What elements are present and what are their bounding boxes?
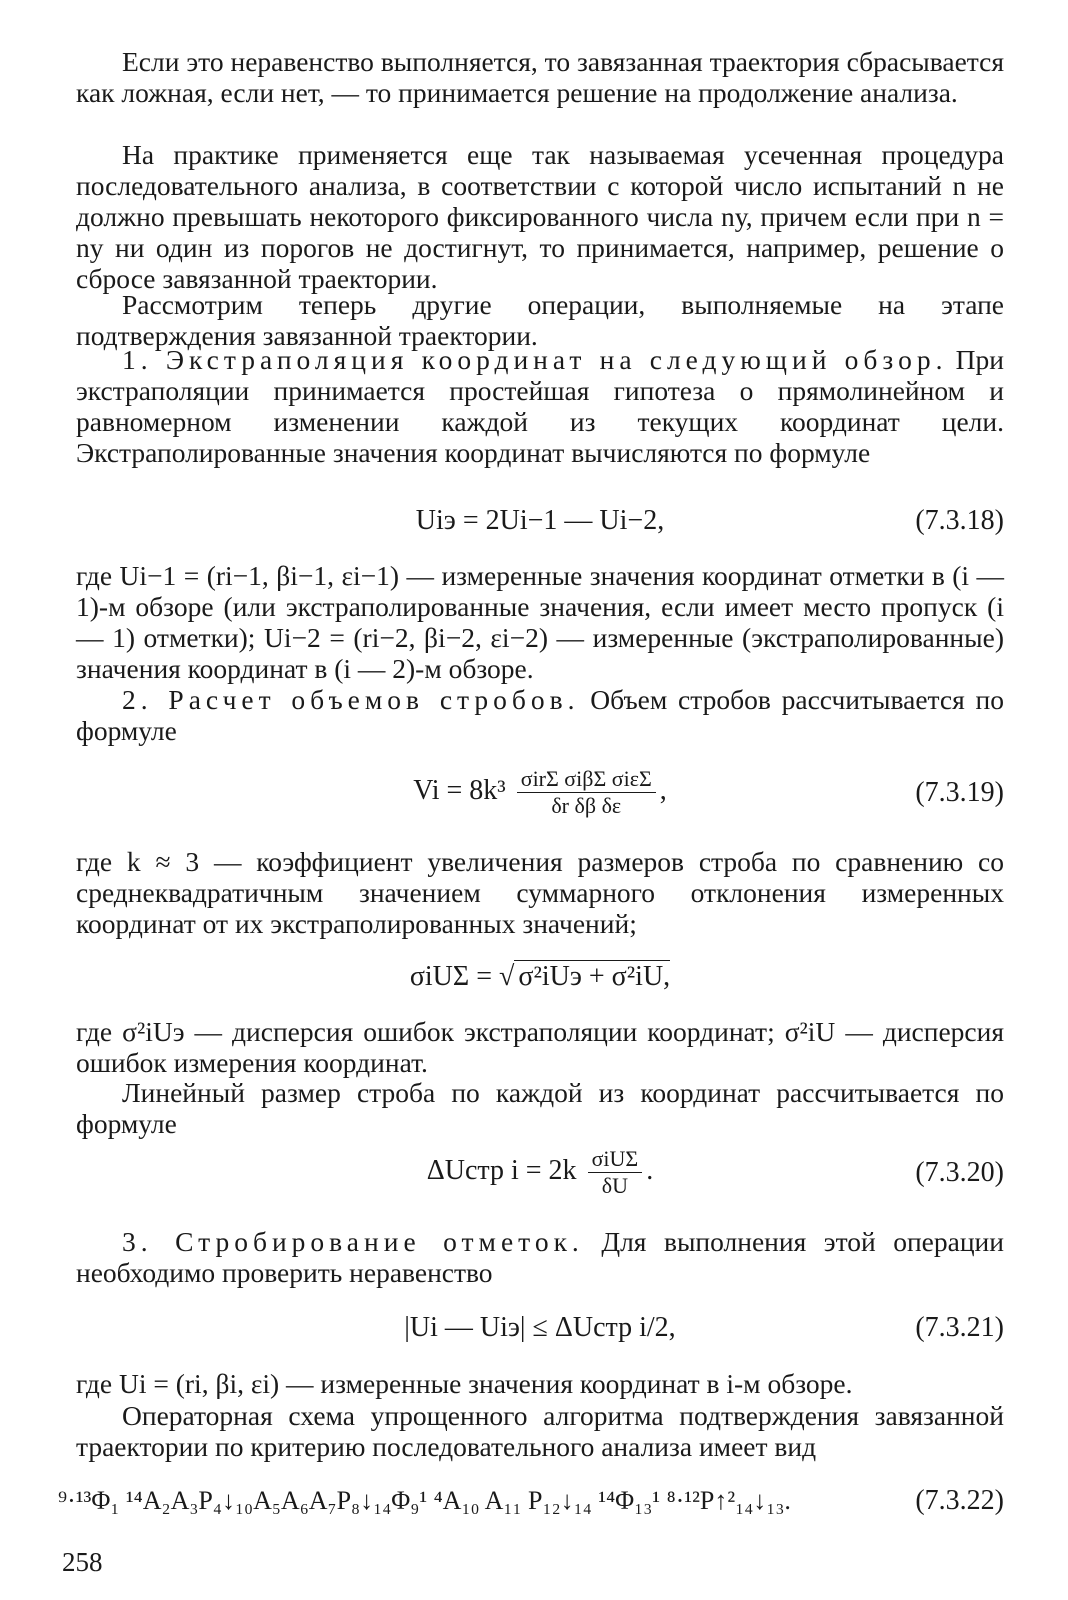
equation-7-3-19-denominator: δr δβ δε — [551, 793, 622, 818]
equation-7-3-19-tail: , — [659, 774, 667, 806]
equation-7-3-20-denominator: δU — [601, 1173, 629, 1198]
equation-7-3-19 — [76, 760, 1004, 826]
equation-7-3-19-numerator: σirΣ σiβΣ σiεΣ — [517, 766, 656, 793]
section-heading-extrapolation: 1. Экстраполяция координат на следующий обзор. — [122, 344, 948, 375]
paragraph-12: Операторная схема упрощенного алгоритма подтверждения завязанной траектории по критерию последовательного анализа имеет вид — [76, 1400, 1004, 1462]
paragraph-4-text: При экстраполяции принимается простейшая гипотеза о прямолинейном и равномерном изменении каждой из текущих координат цели. Экстраполированные значения координат вычисляются по формуле — [76, 344, 1004, 468]
paragraph-4 — [76, 344, 1004, 468]
equation-7-3-18-rhs: = 2Ui−1 — Ui−2, — [462, 505, 665, 536]
equation-sigma-radicand: σ²iUэ + σ²iU, — [514, 960, 670, 992]
paragraph-7: где k ≈ 3 — коэффициент увеличения размеров строба по сравнению со среднеквадратичным значением суммарного отклонения измеренных координат от их экстраполированных значений; — [76, 846, 1004, 939]
paragraph-9: Линейный размер строба по каждой из координат рассчитывается по формуле — [76, 1077, 1004, 1139]
section-heading-strobing: 3. Стробирование отметок. — [122, 1226, 584, 1257]
equation-7-3-20-tail: . — [646, 1154, 654, 1186]
paragraph-3: Рассмотрим теперь другие операции, выполняемые на этапе подтверждения завязанной траектории. — [76, 289, 1004, 351]
equation-7-3-22-expression: ⁹·¹³Φ₁ ¹⁴A₂A₃P₄↓₁₀A₅A₆A₇P₈↓₁₄Φ₉¹ ⁴A₁₀ A₁₁ P₁₂↓₁₄ ¹⁴Φ₁₃¹ ⁸·¹²P↑²₁₄↓₁₃. — [58, 1486, 791, 1515]
equation-number-7-3-20: (7.3.20) — [915, 1157, 1004, 1188]
equation-7-3-18-lhs: Uiэ — [415, 505, 456, 536]
paragraph-1: Если это неравенство выполняется, то завязанная траектория сбрасывается как ложная, если нет, — то принимается решение на продолжение анализа. — [76, 46, 1004, 108]
paragraph-5: где Ui−1 = (ri−1, βi−1, εi−1) — измеренные значения координат отметки в (i — 1)-м обзоре (или экстраполированные значения, если имеет место пропуск (i — 1) отметки); Ui−2 = (ri−2, βi−2, εi−2) — измеренные (экстраполированные) значения координат в (i — 2)-м обзоре. — [76, 560, 1004, 684]
equation-7-3-19-lhs: Vi = 8k³ — [413, 774, 506, 806]
equation-7-3-20-numerator: σiUΣ — [588, 1146, 643, 1173]
equation-number-7-3-19: (7.3.19) — [915, 777, 1004, 808]
equation-7-3-20 — [76, 1142, 1004, 1208]
equation-number-7-3-21: (7.3.21) — [915, 1312, 1004, 1343]
paragraph-10 — [76, 1226, 1004, 1288]
paragraph-2: На практике применяется еще так называемая усеченная процедура последовательного анализа, в соответствии с которой число испытаний n не должно превышать некоторого фиксированного числа nу, причем если при n = nу ни один из порогов не достигнут, то принимается, например, решение о сбросе завязанной траектории. — [76, 139, 1004, 294]
equation-7-3-21-expression: |Ui — Uiэ| ≤ ΔUстр i/2, — [404, 1312, 676, 1343]
equation-7-3-20-fraction — [588, 1146, 643, 1199]
paragraph-8: где σ²iUэ — дисперсия ошибок экстраполяции координат; σ²iU — дисперсия ошибок измерения координат. — [76, 1016, 1004, 1078]
equation-number-7-3-18: (7.3.18) — [915, 505, 1004, 536]
paragraph-6-text: Объем стробов рассчитывается по формуле — [76, 684, 1004, 746]
paragraph-6 — [76, 684, 1004, 746]
page-number: 258 — [62, 1547, 103, 1577]
equation-7-3-20-lhs: ΔUстр i = 2k — [426, 1154, 577, 1186]
paragraph-10-text: Для выполнения этой операции необходимо проверить неравенство — [76, 1226, 1004, 1288]
equation-7-3-19-fraction — [517, 766, 656, 819]
equation-number-7-3-22: (7.3.22) — [915, 1485, 1004, 1516]
paragraph-11: где Ui = (ri, βi, εi) — измеренные значения координат в i-м обзоре. — [76, 1368, 853, 1399]
section-heading-strobe-volume: 2. Расчет объемов стробов. — [122, 684, 580, 715]
equation-sigma-lhs: σiUΣ = √ — [409, 961, 515, 992]
